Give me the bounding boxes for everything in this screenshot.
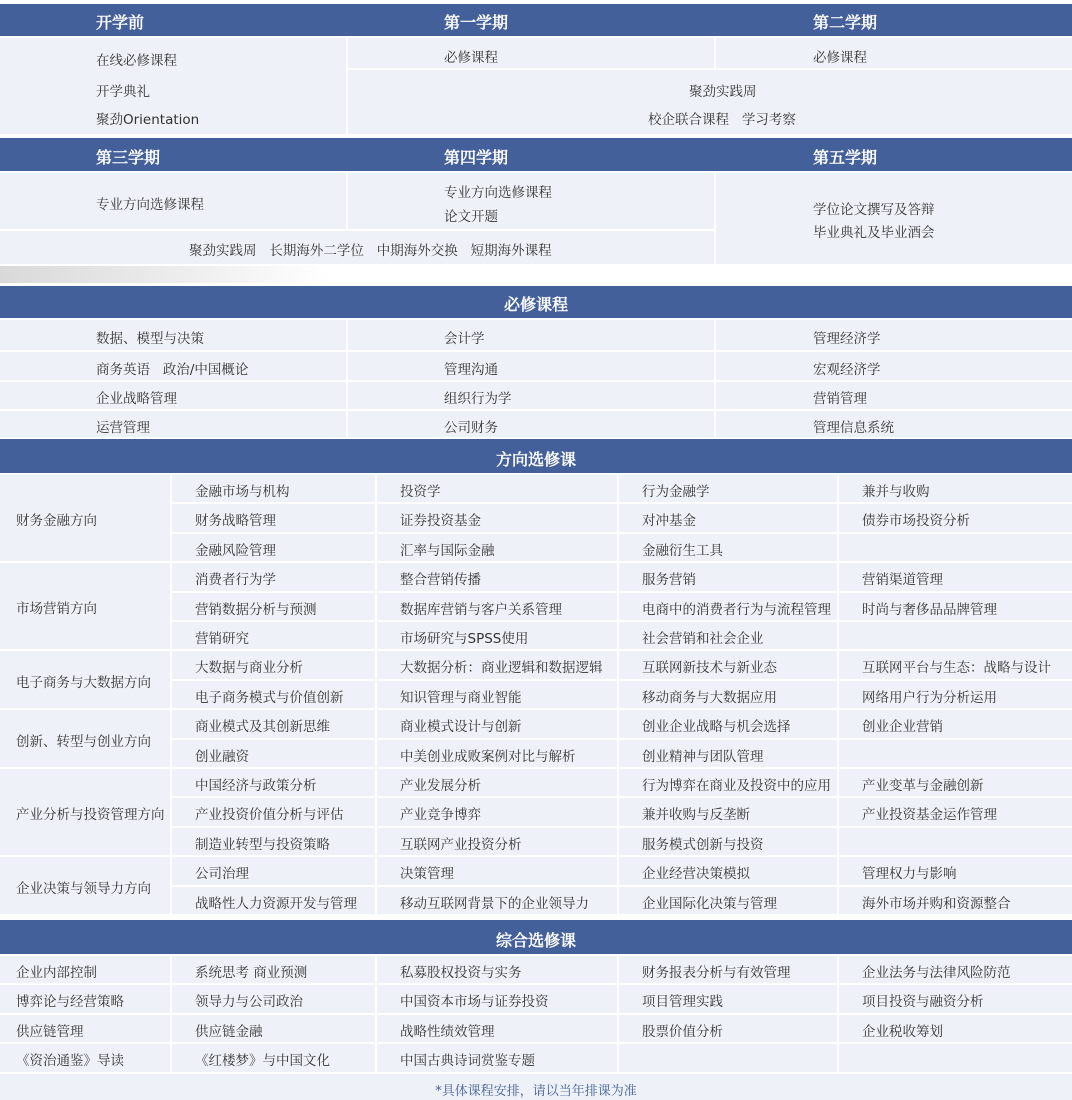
required-cell [0, 411, 346, 437]
elective-course: 电子商务模式与价值创新 [195, 689, 344, 706]
elective-course: 企业经营决策模拟 [642, 866, 750, 883]
elective-course: 互联网新技术与新业态 [642, 660, 777, 677]
semester-34-programs: 聚劲实践周 长期海外二学位 中期海外交换 短期海外课程 [189, 243, 552, 259]
general-course: 供应链管理 [16, 1023, 84, 1040]
required-course: 企业战略管理 [96, 391, 177, 407]
elective-course: 知识管理与商业智能 [400, 689, 522, 706]
footnote: *具体课程安排，请以当年排课为准 [435, 1084, 637, 1099]
elective-course: 中国经济与政策分析 [195, 778, 317, 794]
elective-category-name: 财务金融方向 [16, 513, 97, 530]
header-semester-4: 第四学期 [444, 148, 509, 167]
required-course: 运营管理 [96, 420, 150, 436]
semester-5-cell [716, 173, 1072, 264]
elective-course: 财务战略管理 [195, 513, 276, 530]
elective-course: 营销渠道管理 [862, 572, 943, 589]
joint-course-study-tour: 校企联合课程 学习考察 [648, 112, 796, 128]
elective-course: 服务模式创新与投资 [642, 836, 764, 853]
elective-course: 移动商务与大数据应用 [642, 689, 777, 706]
required-cell [348, 352, 714, 380]
required-course: 会计学 [444, 331, 485, 347]
pre-item-online-course: 在线必修课程 [96, 53, 177, 69]
elective-course: 海外市场并购和资源整合 [862, 895, 1011, 912]
required-course: 管理信息系统 [813, 420, 894, 436]
required-course: 管理经济学 [813, 331, 881, 347]
elective-course: 兼并收购与反垄断 [642, 807, 750, 824]
general-course: 领导力与公司政治 [195, 994, 303, 1011]
elective-course: 创业企业营销 [862, 719, 943, 736]
elective-course: 创业精神与团队管理 [642, 748, 764, 765]
general-course: 《资治通鉴》导读 [16, 1053, 124, 1070]
general-course: 股票价值分析 [642, 1023, 723, 1040]
elective-course: 市场研究与SPSS使用 [400, 631, 529, 647]
general-course: 战略性绩效管理 [400, 1023, 495, 1040]
elective-course: 整合营销传播 [400, 572, 481, 589]
general-electives-title: 综合选修课 [495, 931, 576, 950]
required-course: 管理沟通 [444, 362, 498, 378]
general-course: 企业法务与法律风险防范 [862, 965, 1011, 981]
practice-week: 聚劲实践周 [689, 84, 757, 100]
required-course: 公司财务 [444, 420, 498, 436]
faded-strip [0, 266, 330, 283]
header-semester-1: 第一学期 [444, 13, 509, 32]
required-course: 宏观经济学 [813, 362, 881, 378]
general-course: 中国资本市场与证券投资 [400, 994, 549, 1011]
elective-course: 服务营销 [642, 572, 696, 589]
elective-course: 数据库营销与客户关系管理 [400, 601, 562, 618]
elective-course: 消费者行为学 [195, 572, 276, 589]
general-course: 私募股权投资与实务 [400, 965, 522, 981]
required-cell [716, 382, 1072, 409]
header-semester-3: 第三学期 [96, 148, 161, 167]
elective-course: 企业国际化决策与管理 [642, 895, 777, 912]
elective-category-name: 创新、转型与创业方向 [16, 733, 151, 750]
required-course: 商务英语 政治/中国概论 [96, 362, 249, 378]
semester-5-thesis: 学位论文撰写及答辩 [813, 202, 935, 218]
required-course: 营销管理 [813, 391, 867, 407]
general-course: 供应链金融 [195, 1023, 263, 1040]
general-course: 《红楼梦》与中国文化 [195, 1053, 330, 1070]
elective-cell [839, 622, 1072, 649]
header-pre-enrollment: 开学前 [96, 13, 145, 32]
required-course: 组织行为学 [444, 391, 512, 407]
elective-course: 产业变革与金融创新 [862, 778, 984, 794]
general-course: 项目投资与融资分析 [862, 994, 984, 1011]
elective-category-name: 电子商务与大数据方向 [16, 674, 151, 691]
general-course: 企业税收筹划 [862, 1023, 943, 1040]
elective-course: 大数据与商业分析 [195, 660, 303, 677]
elective-course: 大数据分析：商业逻辑和数据逻辑 [400, 660, 603, 677]
elective-course: 金融市场与机构 [195, 484, 290, 500]
elective-course: 金融衍生工具 [642, 542, 723, 559]
schedule-header-row-2 [0, 138, 1072, 171]
elective-cell [839, 740, 1072, 767]
elective-course: 对冲基金 [642, 513, 696, 530]
elective-course: 产业投资基金运作管理 [862, 807, 997, 824]
elective-category-name: 市场营销方向 [16, 601, 97, 618]
header-semester-2: 第二学期 [813, 13, 878, 32]
semester-1-required-cell [348, 38, 714, 68]
elective-course: 电商中的消费者行为与流程管理 [642, 601, 831, 618]
elective-course: 时尚与奢侈品品牌管理 [862, 601, 997, 618]
pre-item-opening-ceremony: 开学典礼 [96, 84, 150, 100]
electives-title: 方向选修课 [495, 450, 576, 469]
elective-course: 商业模式设计与创新 [400, 719, 522, 736]
header-semester-5: 第五学期 [813, 148, 878, 167]
semester-4-elective: 专业方向选修课程 [444, 185, 552, 201]
elective-course: 行为金融学 [642, 484, 710, 500]
elective-course: 行为博弈在商业及投资中的应用 [642, 778, 831, 794]
required-cell [716, 320, 1072, 350]
required-courses-title: 必修课程 [503, 295, 568, 314]
required-cell [348, 382, 714, 409]
elective-course: 产业竞争博弈 [400, 807, 481, 824]
general-cell [619, 1044, 837, 1071]
elective-course: 债券市场投资分析 [862, 513, 970, 530]
general-course: 项目管理实践 [642, 994, 723, 1011]
elective-course: 营销研究 [195, 631, 249, 647]
general-cell [839, 1044, 1072, 1071]
required-cell [348, 411, 714, 437]
elective-course: 金融风险管理 [195, 542, 276, 559]
elective-course: 投资学 [400, 484, 441, 500]
elective-course: 互联网产业投资分析 [400, 836, 522, 853]
required-cell [348, 320, 714, 350]
elective-course: 公司治理 [195, 866, 249, 883]
elective-course: 中美创业成败案例对比与解析 [400, 748, 576, 765]
elective-course: 战略性人力资源开发与管理 [195, 895, 357, 912]
general-course: 系统思考 商业预测 [195, 965, 308, 981]
elective-course: 创业企业战略与机会选择 [642, 719, 791, 736]
general-course: 财务报表分析与有效管理 [642, 965, 791, 981]
required-cell [716, 411, 1072, 437]
elective-course: 创业融资 [195, 748, 249, 765]
required-course: 数据、模型与决策 [96, 331, 204, 347]
elective-course: 决策管理 [400, 866, 454, 883]
semester-3-elective: 专业方向选修课程 [96, 197, 204, 213]
elective-category-name: 企业决策与领导力方向 [16, 880, 151, 897]
elective-course: 网络用户行为分析运用 [862, 689, 997, 706]
general-course: 中国古典诗词赏鉴专题 [400, 1053, 535, 1070]
schedule-header-row-1 [0, 4, 1072, 36]
elective-course: 产业投资价值分析与评估 [195, 807, 344, 824]
elective-course: 兼并与收购 [862, 484, 930, 500]
elective-course: 商业模式及其创新思维 [195, 719, 330, 736]
semester-4-thesis-proposal: 论文开题 [444, 209, 498, 225]
semester-2-required: 必修课程 [813, 50, 867, 66]
elective-course: 制造业转型与投资策略 [195, 836, 330, 853]
elective-course: 社会营销和社会企业 [642, 631, 764, 647]
elective-course: 互联网平台与生态：战略与设计 [862, 660, 1051, 677]
elective-course: 证券投资基金 [400, 513, 481, 530]
semester-2-required-cell [716, 38, 1072, 68]
elective-cell [839, 828, 1072, 855]
elective-course: 管理权力与影响 [862, 866, 957, 883]
elective-course: 移动互联网背景下的企业领导力 [400, 895, 589, 912]
elective-cell [839, 534, 1072, 561]
general-course: 博弈论与经营策略 [16, 994, 124, 1011]
required-cell [716, 352, 1072, 380]
general-course: 企业内部控制 [16, 965, 97, 981]
pre-item-orientation: 聚劲Orientation [96, 112, 200, 128]
semester-1-required: 必修课程 [444, 50, 498, 66]
elective-course: 汇率与国际金融 [400, 542, 495, 559]
semester-5-graduation: 毕业典礼及毕业酒会 [813, 225, 935, 241]
elective-category-name: 产业分析与投资管理方向 [16, 807, 165, 824]
elective-course: 产业发展分析 [400, 778, 481, 794]
elective-course: 营销数据分析与预测 [195, 601, 317, 618]
